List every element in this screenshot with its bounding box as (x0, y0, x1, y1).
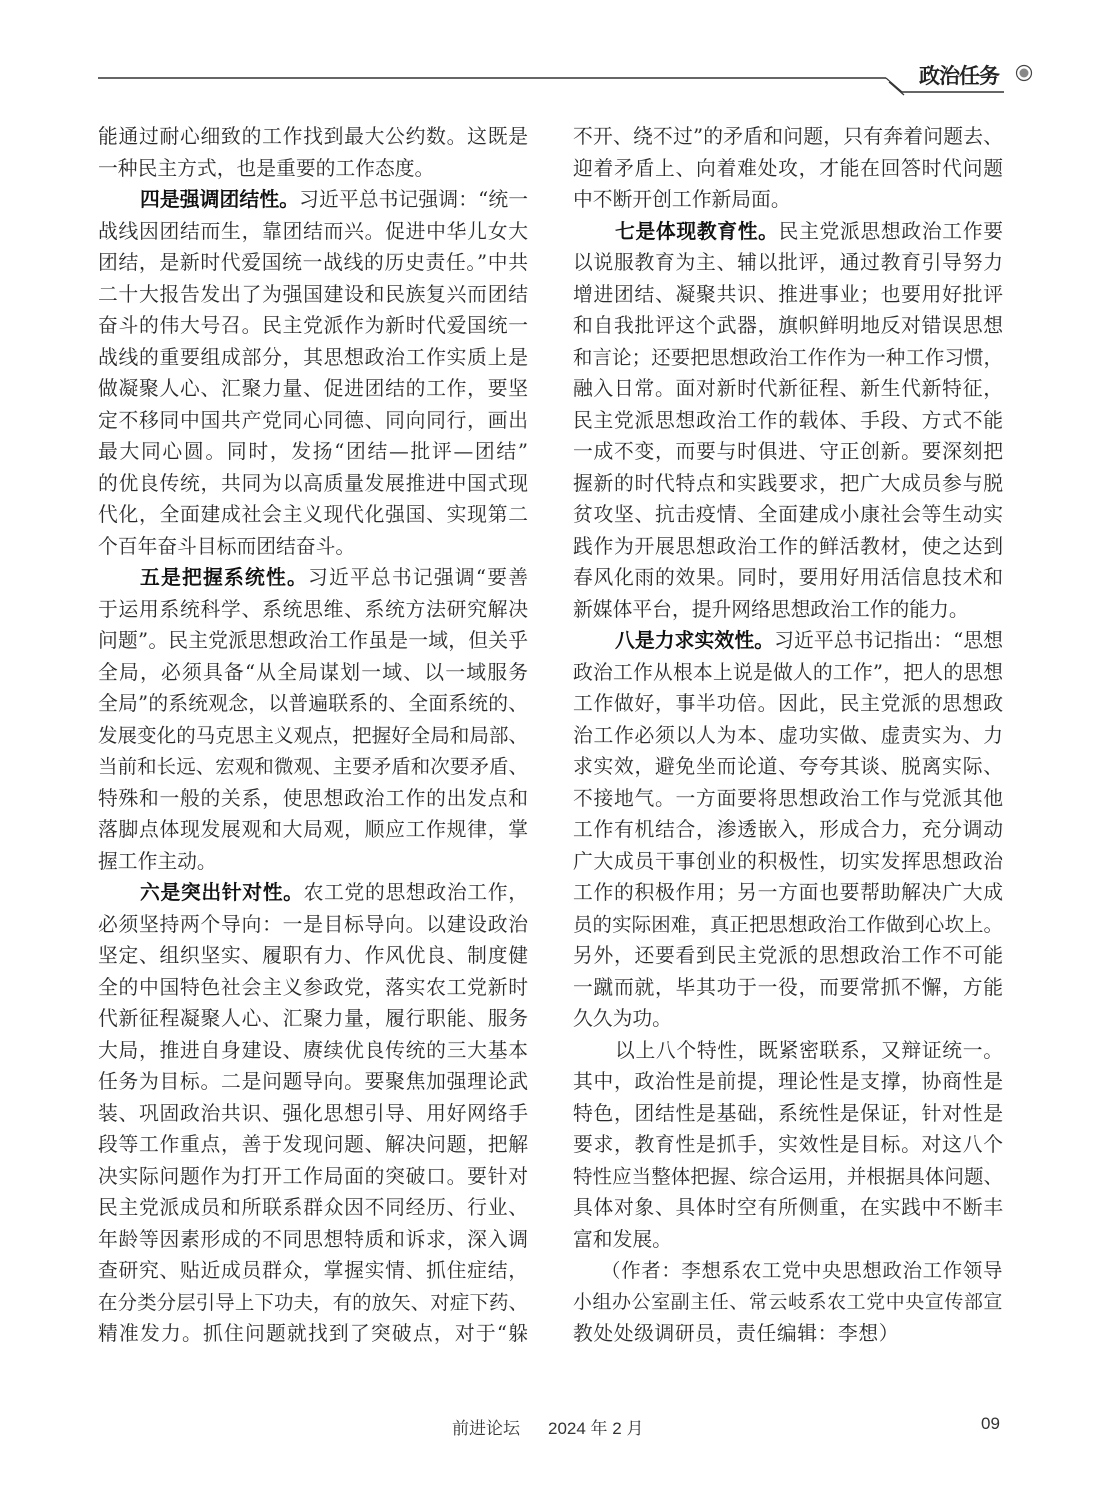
text-line (573, 1035, 1003, 1067)
line-text: 年龄等因素形成的不同思想特质和诉求，深入调 (98, 1227, 528, 1251)
line-text: 政治工作从根本上说是做人的工作”，把人的思想 (573, 660, 1003, 684)
text-line (98, 1161, 528, 1193)
text-line (573, 783, 1003, 815)
line-text: 农工党的思想政治工作， (303, 881, 528, 904)
text-line (98, 1192, 528, 1224)
text-line (98, 846, 528, 878)
text-line (98, 279, 528, 311)
line-text: 做凝聚人心、汇聚力量、促进团结的工作，要坚 (98, 377, 528, 400)
line-text: 必须坚持两个导向：一是目标导向。以建设政治 (98, 912, 528, 936)
line-text: 习近平总书记指出：“思想 (774, 629, 1003, 652)
section-lead: 五是把握系统性。 (140, 566, 308, 589)
line-text: 查研究、贴近成员群众，掌握实情、抓住症结， (98, 1259, 528, 1282)
text-line (98, 153, 528, 185)
author-note-line (573, 1255, 1003, 1287)
text-line (98, 720, 528, 752)
section-lead: 四是强调团结性。 (140, 188, 300, 211)
text-line (98, 184, 528, 216)
page-number: 09 (981, 1414, 1000, 1433)
text-line (98, 751, 528, 783)
text-line (98, 310, 528, 342)
line-text: 久久为功。 (573, 1007, 672, 1030)
line-text: 当前和长远、宏观和微观、主要矛盾和次要矛盾、 (98, 755, 528, 778)
line-text: 广大成员干事创业的积极性，切实发挥思想政治 (573, 849, 1003, 873)
section-title: 政治任务 (919, 63, 999, 88)
text-line (98, 657, 528, 689)
line-text: 问题”。民主党派思想政治工作虽是一域，但关乎 (98, 629, 528, 652)
text-line (573, 846, 1003, 878)
section-lead: 六是突出针对性。 (140, 881, 304, 904)
text-line (98, 1129, 528, 1161)
text-line (573, 279, 1003, 311)
text-line (573, 751, 1003, 783)
line-text: 最大同心圆。同时，发扬“团结—批评—团结” (98, 440, 528, 463)
text-line (573, 1161, 1003, 1193)
line-text: 大局，推进自身建设、赓续优良传统的三大基本 (98, 1038, 528, 1062)
line-text: 精准发力。抓住问题就找到了突破点，对于“躲 (98, 1322, 528, 1345)
text-line (573, 247, 1003, 279)
text-line (573, 720, 1003, 752)
line-text: 代化，全面建成社会主义现代化强国、实现第二 (98, 503, 528, 526)
line-text: 奋斗的伟大号召。民主党派作为新时代爱国统一 (98, 314, 528, 337)
text-line (98, 468, 528, 500)
line-text: 和自我批评这个武器，旗帜鲜明地反对错误思想 (573, 314, 1003, 337)
text-line (573, 499, 1003, 531)
text-line (573, 688, 1003, 720)
line-text: 另外，还要看到民主党派的思想政治工作不可能 (573, 944, 1003, 967)
line-text: 中不断开创工作新局面。 (573, 188, 791, 211)
line-text: 战线因团结而生，靠团结而兴。促进中华儿女大 (98, 219, 528, 243)
right-column (573, 121, 1003, 1350)
text-line (573, 121, 1003, 153)
text-line (573, 531, 1003, 563)
text-line (573, 594, 1003, 626)
text-line (98, 1035, 528, 1067)
header-rule (0, 0, 1102, 110)
line-text: 新媒体平台，提升网络思想政治工作的能力。 (573, 597, 969, 621)
line-text: 段等工作重点，善于发现问题、解决问题，把解 (98, 1133, 528, 1156)
line-text: 握工作主动。 (98, 849, 217, 873)
line-text: 要求，教育性是抓手，实效性是目标。对这八个 (573, 1133, 1003, 1156)
line-text: 以说服教育为主、辅以批评，通过教育引导努力 (573, 251, 1003, 274)
text-line (98, 373, 528, 405)
line-text: 全局”的系统观念，以普遍联系的、全面系统的、 (98, 692, 528, 715)
line-text: 增进团结、凝聚共识、推进事业；也要用好批评 (573, 282, 1003, 306)
line-text: 具体对象、具体时空有所侧重，在实践中不断丰 (573, 1196, 1003, 1219)
text-line (98, 940, 528, 972)
left-column (98, 121, 528, 1350)
text-line (573, 657, 1003, 689)
text-line (98, 625, 528, 657)
text-line (98, 877, 528, 909)
line-text: 富和发展。 (573, 1227, 672, 1251)
text-line (573, 310, 1003, 342)
line-text: 任务为目标。二是问题导向。要聚焦加强理论武 (98, 1070, 528, 1093)
line-text: 其中，政治性是前提，理论性是支撑，协商性是 (573, 1070, 1003, 1093)
line-text: 贫攻坚、抗击疫情、全面建成小康社会等生动实 (573, 503, 1003, 526)
line-text: 战线的重要组成部分，其思想政治工作实质上是 (98, 345, 528, 369)
text-line (573, 877, 1003, 909)
line-text: 落脚点体现发展观和大局观，顺应工作规律，掌 (98, 818, 528, 841)
text-line (98, 783, 528, 815)
line-text: 工作有机结合，渗透嵌入，形成合力，充分调动 (573, 818, 1003, 841)
circle-dot-icon (1017, 66, 1032, 81)
line-text: 二十大报告发出了为强国建设和民族复兴而团结 (98, 282, 528, 306)
line-text: 以上八个特性，既紧密联系，又辩证统一。 (615, 1038, 1003, 1062)
text-line (98, 1098, 528, 1130)
line-text: 融入日常。面对新时代新征程、新生代新特征， (573, 377, 1003, 400)
line-text: 工作的积极作用；另一方面也要帮助解决广大成 (573, 881, 1003, 904)
line-text: 工作做好，事半功倍。因此，民主党派的思想政 (573, 692, 1003, 715)
line-text: 于运用系统科学、系统思维、系统方法研究解决 (98, 597, 528, 621)
line-text: 全局，必须具备“从全局谋划一域、以一域服务 (98, 660, 528, 684)
text-line (573, 373, 1003, 405)
line-text: 个百年奋斗目标而团结奋斗。 (98, 534, 356, 558)
text-line (573, 436, 1003, 468)
text-line (98, 121, 528, 153)
line-text: 坚定、组织坚实、履职有力、作风优良、制度健 (98, 944, 528, 967)
line-text: 习近平总书记强调“要善 (307, 566, 528, 589)
line-text: 发展变化的马克思主义观点，把握好全局和局部、 (98, 723, 528, 747)
text-line (573, 1129, 1003, 1161)
text-line (98, 1255, 528, 1287)
text-line (573, 1224, 1003, 1256)
text-line (98, 405, 528, 437)
text-line (98, 436, 528, 468)
line-text: 特色，团结性是基础，系统性是保证，针对性是 (573, 1101, 1003, 1125)
line-text: 不接地气。一方面要将思想政治工作与党派其他 (573, 786, 1003, 810)
line-text: 握新的时代特点和实践要求，把广大成员参与脱 (573, 471, 1003, 495)
text-line (98, 1003, 528, 1035)
line-text: 全的中国特色社会主义参政党，落实农工党新时 (98, 975, 528, 999)
issue-date: 2024 年 2 月 (548, 1419, 644, 1438)
text-line (573, 405, 1003, 437)
line-text: 不开、绕不过”的矛盾和问题，只有奔着问题去、 (573, 125, 1003, 148)
line-text: 代新征程凝聚人心、汇聚力量，履行职能、服务 (98, 1007, 528, 1030)
line-text: 一种民主方式，也是重要的工作态度。 (98, 156, 435, 180)
line-text: 教处处级调研员，责任编辑：李想） (573, 1322, 900, 1345)
line-text: 民主党派思想政治工作要 (778, 219, 1003, 243)
line-text: 特性应当整体把握、综合运用，并根据具体问题、 (573, 1164, 1003, 1188)
line-text: 和言论；还要把思想政治工作作为一种工作习惯， (573, 345, 1003, 369)
line-text: 定不移同中国共产党同心同德、同向同行，画出 (98, 408, 528, 432)
line-text: 能通过耐心细致的工作找到最大公约数。这既是 (98, 125, 528, 148)
text-line (98, 594, 528, 626)
line-text: 在分类分层引导上下功夫，有的放矢、对症下药、 (98, 1290, 528, 1314)
text-line (573, 1192, 1003, 1224)
line-text: 春风化雨的效果。同时，要用好用活信息技术和 (573, 566, 1003, 589)
line-text: 求实效，避免坐而论道、夸夸其谈、脱离实际、 (573, 755, 1003, 778)
text-line (573, 468, 1003, 500)
text-line (98, 499, 528, 531)
line-text: 小组办公室副主任、常云岐系农工党中央宣传部宣 (573, 1290, 1003, 1313)
text-line (573, 153, 1003, 185)
text-line (98, 342, 528, 374)
line-text: （作者：李想系农工党中央思想政治工作领导 (601, 1259, 1003, 1282)
text-line (98, 814, 528, 846)
text-line (98, 1066, 528, 1098)
text-line (98, 972, 528, 1004)
text-line (98, 531, 528, 563)
section-lead: 八是力求实效性。 (615, 629, 775, 652)
text-line (98, 909, 528, 941)
line-text: 的优良传统，共同为以高质量发展推进中国式现 (98, 471, 528, 495)
line-text: 团结，是新时代爱国统一战线的历史责任。”中共 (98, 251, 528, 274)
text-line (98, 1287, 528, 1319)
section-lead: 七是体现教育性。 (615, 219, 779, 243)
text-line (98, 1224, 528, 1256)
text-line (573, 184, 1003, 216)
text-line (573, 1003, 1003, 1035)
text-line (573, 940, 1003, 972)
line-text: 习近平总书记强调：“统一 (299, 188, 528, 211)
text-line (573, 625, 1003, 657)
line-text: 装、巩固政治共识、强化思想引导、用好网络手 (98, 1101, 528, 1125)
text-line (98, 216, 528, 248)
line-text: 治工作必须以人为本、虚功实做、虚责实为、力 (573, 723, 1003, 747)
text-line (98, 1318, 528, 1350)
text-line (98, 688, 528, 720)
line-text: 一成不变，而要与时俱进、守正创新。要深刻把 (573, 440, 1003, 463)
line-text: 员的实际困难，真正把思想政治工作做到心坎上。 (573, 912, 1003, 936)
line-text: 民主党派成员和所联系群众因不同经历、行业、 (98, 1196, 528, 1219)
line-text: 践作为开展思想政治工作的鲜活教材，使之达到 (573, 534, 1003, 558)
journal-name: 前进论坛 (452, 1419, 520, 1438)
line-text: 民主党派思想政治工作的载体、手段、方式不能 (573, 408, 1003, 432)
text-line (573, 814, 1003, 846)
text-line (573, 1098, 1003, 1130)
line-text: 特殊和一般的关系，使思想政治工作的出发点和 (98, 786, 528, 810)
text-line (573, 972, 1003, 1004)
line-text: 一蹴而就，毕其功于一役，而要常抓不懈，方能 (573, 975, 1003, 999)
line-text: 迎着矛盾上、向着难处攻，才能在回答时代问题 (573, 156, 1003, 180)
author-note-line (573, 1287, 1003, 1319)
text-line (573, 909, 1003, 941)
author-note-line (573, 1318, 1003, 1350)
text-line (573, 342, 1003, 374)
text-line (98, 562, 528, 594)
text-line (98, 247, 528, 279)
line-text: 决实际问题作为打开工作局面的突破口。要针对 (98, 1164, 528, 1188)
text-line (573, 1066, 1003, 1098)
text-line (573, 216, 1003, 248)
text-line (573, 562, 1003, 594)
